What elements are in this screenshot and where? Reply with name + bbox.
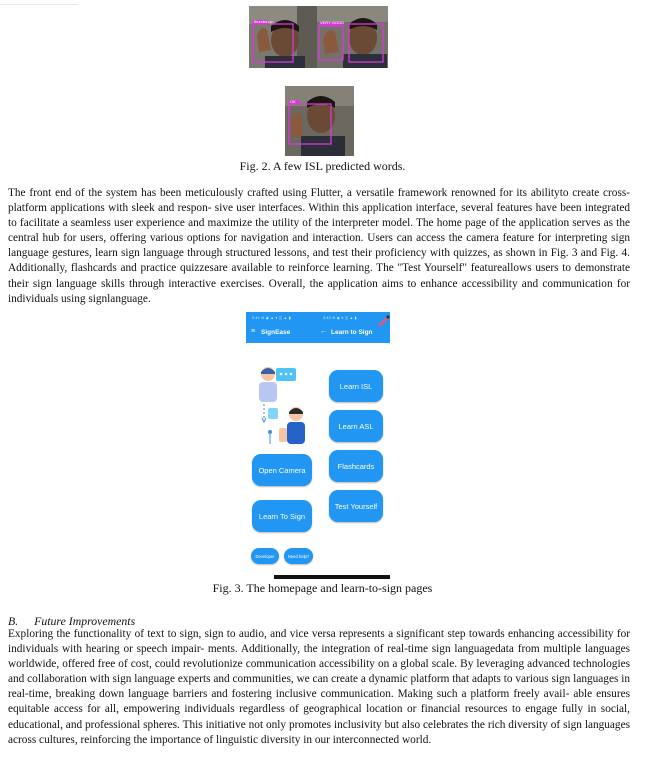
- learn-status-bar: 3:42 ✉ ◉ ▾ ◫ ▲ ▮: [323, 316, 357, 320]
- home-app-bar: [246, 312, 317, 343]
- test-yourself-button[interactable]: Test Yourself: [329, 490, 383, 522]
- pen-icon: [376, 313, 390, 327]
- section-title: Future Improvements: [34, 614, 136, 628]
- learn-isl-button[interactable]: Learn ISL: [329, 370, 383, 402]
- learn-title: Learn to Sign: [331, 329, 373, 336]
- phone-screen-home: [246, 312, 317, 577]
- menu-icon[interactable]: ≡: [251, 328, 256, 335]
- prediction-label-2: VERY GOOD: [320, 20, 345, 25]
- developer-button[interactable]: Developer: [251, 548, 279, 564]
- need-help-button[interactable]: Need help?: [284, 548, 313, 564]
- learn-asl-button[interactable]: Learn ASL: [329, 410, 383, 442]
- flashcards-button[interactable]: Flashcards: [329, 450, 383, 482]
- prediction-label-3: OK: [290, 99, 296, 104]
- section-number: B.: [8, 614, 19, 628]
- open-camera-button[interactable]: Open Camera: [252, 454, 312, 486]
- paragraph-future-improvements: Exploring the functionality of text to sign, sign to audio, and vice versa represents a significant step towards enhancing accessibility for individuals with hearing or speech impair- ments. Additionally, the integration of real-time sign languagedata from multiple languages worldwide, offered free of cost, could revolutionize communication accessibility on a global scale. By leveraging advanced technologies and collaboration with sign language experts and communities, we can create a dynamic platform that adapts to various sign languages in real-time, breaking down language barriers and fostering inclusive communication. Making such a platform freely avail- able ensures equitable access for all, empowering individuals regardless of geographical location or financial resources to engage fully in social, educational, and professional spheres. This initiative not only promotes inclusivity but also celebrates the rich diversity of sign languages across cultures, reinforcing the importance of linguistic diversity in our interconnected world.: [8, 628, 630, 746]
- prediction-photo-3: [285, 86, 354, 156]
- sign-language-illustration: [246, 364, 317, 454]
- figure-3-caption: Fig. 3. The homepage and learn-to-sign pages: [212, 581, 433, 595]
- home-status-bar: 3:41 ✉ ◉ ▲ ▾ ◫ ▲ ▮: [252, 316, 291, 320]
- prediction-photo-1: [249, 6, 317, 68]
- home-title: SignEase: [261, 329, 291, 336]
- paragraph-frontend: The front end of the system has been meticulously crafted using Flutter, a versatile framework renowned for its abilityto create cross-platform applications with sleek and respon- sive user interfaces. Within this application interface, several features have been integrated to facilitate a seamless user experience and maximize the utility of the interpreter model. The home page of the application serves as the central hub for users, offering various options for navigation and interaction. Users can access the camera feature for interpreting sign language gestures, learn sign language through structured lessons, and test their proficiency with quizzes, as shown in Fig. 3 and Fig. 4. Additionally, flashcards and practice quizzesare available to reinforce learning. The "Test Yourself" featureallows users to demonstrate their sign language skills through interactive exercises. Overall, the application aims to enhance accessibility and communication for individuals using signlanguage.: [8, 187, 630, 305]
- figure-2-caption: Fig. 2. A few ISL predicted words.: [239, 159, 406, 173]
- page-top-rule: [0, 0, 78, 5]
- learn-to-sign-button[interactable]: Learn To Sign: [252, 500, 312, 532]
- phone-nav-bar: [274, 575, 390, 579]
- prediction-photo-2: [317, 6, 388, 68]
- phone-screen-learn: [317, 312, 390, 577]
- back-arrow-icon[interactable]: ←: [320, 328, 327, 335]
- prediction-label-1: thumbs up: [254, 19, 273, 24]
